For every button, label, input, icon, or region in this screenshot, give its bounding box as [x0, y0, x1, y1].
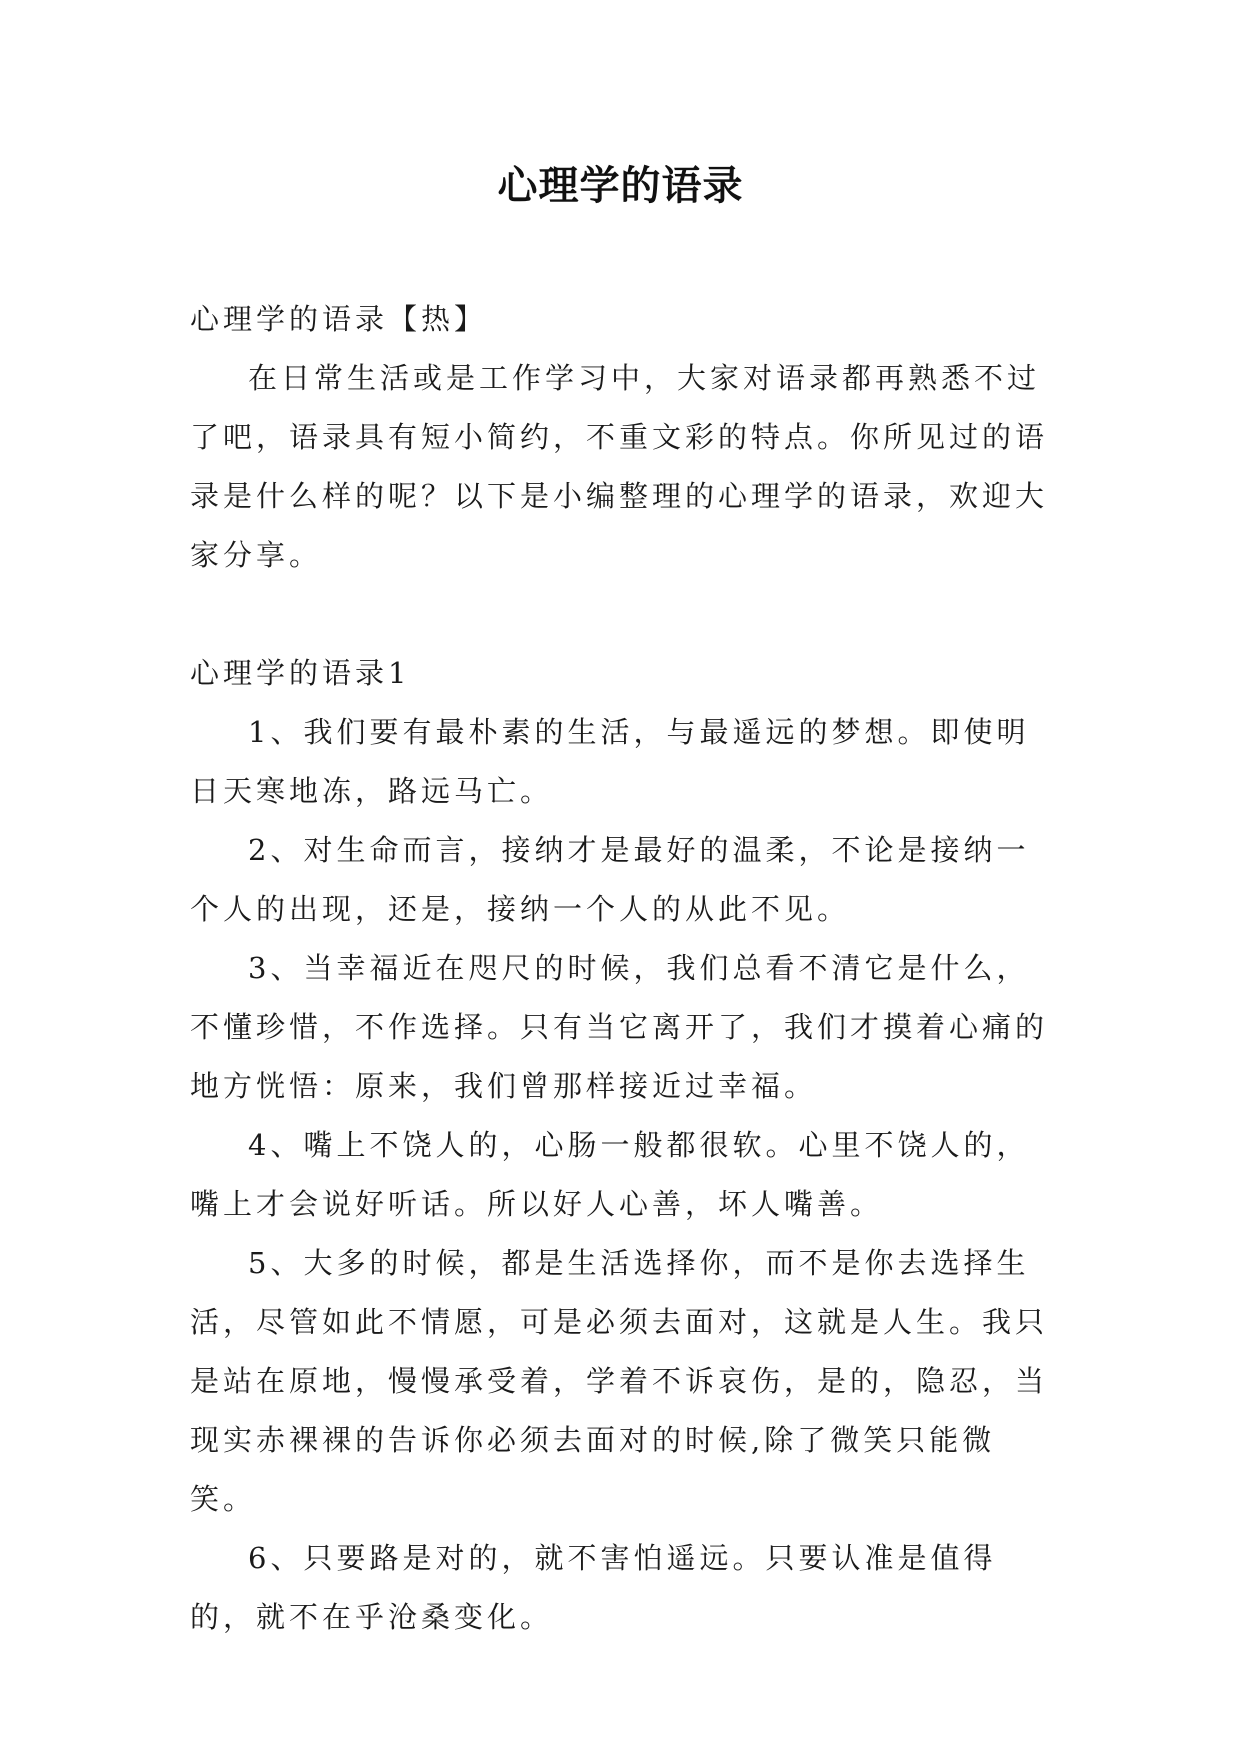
subheading: 心理学的语录【热】 — [190, 302, 488, 336]
section-title: 心理学的语录1 — [190, 656, 411, 690]
quote-item-4: 4、嘴上不饶人的，心肠一般都很软。心里不饶人的，嘴上才会说好听话。所以好人心善，坏人嘴善。 — [190, 1128, 1030, 1221]
quote-item-2: 2、对生命而言，接纳才是最好的温柔，不论是接纳一个人的出现，还是，接纳一个人的从此不见。 — [190, 833, 1030, 926]
intro-paragraph: 在日常生活或是工作学习中，大家对语录都再熟悉不过了吧，语录具有短小简约，不重文彩的特点。你所见过的语录是什么样的呢？以下是小编整理的心理学的语录，欢迎大家分享。 — [190, 361, 1049, 572]
document-body — [190, 290, 1050, 1647]
quote-item-5: 5、大多的时候，都是生活选择你，而不是你去选择生活，尽管如此不情愿，可是必须去面对，这就是人生。我只是站在原地，慢慢承受着，学着不诉哀伤，是的，隐忍，当现实赤裸裸的告诉你必须去面对的时候,除了微笑只能微笑。 — [190, 1246, 1049, 1516]
quote-item-6: 6、只要路是对的，就不害怕遥远。只要认准是值得的，就不在乎沧桑变化。 — [190, 1541, 997, 1634]
quote-item-3: 3、当幸福近在咫尺的时候，我们总看不清它是什么，不懂珍惜，不作选择。只有当它离开了，我们才摸着心痛的地方恍悟：原来，我们曾那样接近过幸福。 — [190, 951, 1049, 1103]
quote-item-1: 1、我们要有最朴素的生活，与最遥远的梦想。即使明日天寒地冻，路远马亡。 — [190, 715, 1030, 808]
document-title: 心理学的语录 — [497, 162, 744, 209]
